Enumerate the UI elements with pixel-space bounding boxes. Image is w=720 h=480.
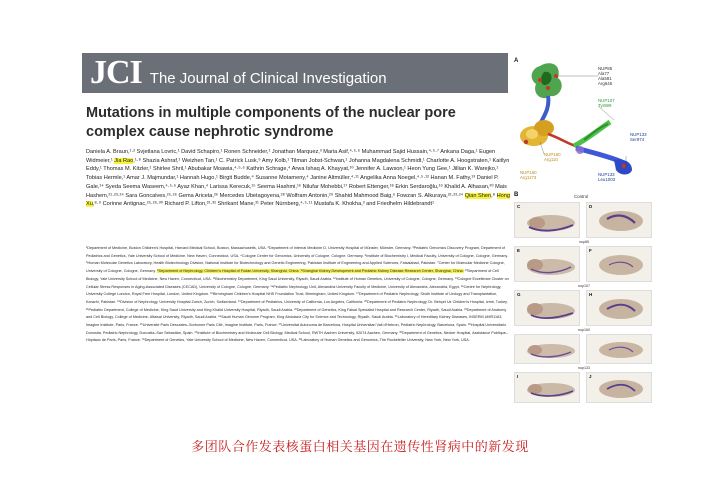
text-segment: ,⁸ [491, 192, 497, 199]
text-segment: Amy Kolb,¹ Tilman Jobst-Schwan,¹ Johanna Magdalena Schmidt,¹ Charlotte A. Hoogstraten,¹ Kaitlyn Eddy,¹ Thomas M. Kitzler,¹ [86, 157, 510, 173]
embryo-tag: I [517, 374, 519, 379]
embryo-panel-row4-right [586, 334, 652, 364]
ala77: Ala77 [598, 71, 610, 76]
panel-label-a: A [514, 58, 519, 64]
row-caption-2: nup107 [578, 284, 590, 288]
journal-header [82, 53, 508, 93]
author-list [86, 148, 512, 209]
embryo-tag: H [589, 292, 593, 297]
embryo-image [515, 203, 580, 238]
embryo-image [515, 291, 580, 326]
ala581: Ala581 [598, 76, 612, 81]
embryo-panel-f [586, 246, 652, 282]
embryo-panel-i [514, 372, 580, 403]
text-segment: Muhammad Sajid Hussain,⁴·⁵·⁷ Ankana Daga,¹ Eugen Widmeier,¹ [86, 149, 496, 164]
text-segment: Shirlee Shril,¹ Abubakar Moawia,⁴·⁵·⁶ Kathrin Schrage,⁴ Arwa Ishaq A. Khayyat,¹⁰ Jennifer A. Lawson,¹ Heon Yung Gee,¹ [152, 166, 453, 173]
embryo-grid [514, 200, 654, 403]
text-segment: ,⁸·⁹ Corinne Antignac,²⁵·²⁶·³⁰ Richard P. Lifton,³¹·³² Shrikant Mane,³¹ Peter Nürnberg,⁴·⁵·¹¹ Mustafa K. Khokha,³ [92, 201, 367, 208]
embryo-panel-c [514, 202, 580, 238]
embryo-panel-g [514, 290, 580, 326]
highlighted-text: Qian Shen [464, 192, 492, 199]
embryo-image [587, 247, 652, 282]
embryo-tag: D [589, 204, 593, 209]
text-segment: and Friedhelm Hildebrandt¹ [366, 201, 434, 208]
text-segment: ¹Department of Medicine, Boston Children's Hospital, Harvard Medical School, Boston, Massachusetts, USA. ²Department of Internal Medicine D, University Hospital of Münster, Münster, Germany. ³Pediatric Genomics Discovery Program, Department of Pediatrics and Genetics, Yale University School of Medicine, New Haven, Connecticut, USA. ⁴Cologne Center for Genomics, University of Cologne, Cologne, Germany. ⁵Institute of Biochemistry I, Medical Faculty, University of Cologne, Cologne, Germany. ⁶Human Molecular Genetics Laboratory, Health Biotechnology Division, National Institute for Biotechnology and Genetic Engineering, Pakistan Institute of Engineering and Applied Sciences, Faisalabad, Pakistan. ⁷Center for Molecular Medicine Cologne, University of Cologne, Cologne, Germany. [86, 246, 508, 274]
article-title-line-1: Mutations in multiple components of the nuclear pore [86, 105, 456, 121]
arg645: Arg645 [598, 81, 613, 86]
embryo-image [587, 373, 652, 403]
embryo-tag: C [517, 204, 521, 209]
nup133-name-b: NUP133 [598, 172, 615, 177]
nup133-name-a: NUP133 [630, 132, 647, 137]
text-segment: ¹⁰Department of Cell Biology, Yale University School of Medicine, New Haven, Connecticut, USA. ¹¹Biochemistry Department, King Saud University, Riyadh, Saudi Arabia. ¹²Institute of Human Genetics, University of Cologne, Cologne, Germany. ¹³Cologne Excellence Cluster on Cellular Stress Responses in Aging-Associated Diseases (CECAD), University of Cologne, Cologne, Germany. ¹⁴Pediatric Nephrology Unit, Alexandria University Faculty of Medicine, University of Alexandria, Alexandria, Egypt. ¹⁵Centre for Nephrology, University College London, Royal Free Hospital, London, United Kingdom. ¹⁶Birmingham Children's Hospital NHS Foundation Trust, Birmingham, United Kingdom. ¹⁷Department of Pediatric Nephrology, Sindh Institute of Urology and Transplantation, Karachi, Pakistan. ¹⁸Division of Nephrology, University Hospital Zurich, Zurich, Switzerland. ¹⁹Department of Pediatrics, University of California, Los Angeles, California. ²⁰Department of Pediatric Nephrology, Dr. Behçet Uz Children's Hospital, Izmir, Turkey. ²¹Pediatric Department, College of Medicine, King Saud University and King Khalid University Hospital, Riyadh, Saudi Arabia. ²²Department of Genetics, King Faisal Specialist Hospital and Research Center, Riyadh, Saudi Arabia. ²³Department of Anatomy and Cell Biology, College of Medicine, Alfaisal University, Riyadh, Saudi Arabia. ²⁴Saudi Human Genome Program, King Abdulaziz City for Science and Technology, Riyadh, Saudi Arabia. ²⁵Laboratory of Hereditary Kidney Diseases, INSERM UMR1163, Imagine Institute, Paris, France. ²⁶Université Paris Descartes–Sorbonne Paris Cité, Imagine Institute, Paris, France. ²⁷Universitat Autonoma de Barcelona, Hospital Universitari Vall d'Hebron, Pediatric Nephrology, Barcelona, Spain. ²⁸Hospital Universitario Donostia, Pediatric Nephrology, Donostia–San Sebastián, Spain. ²⁹Institute of Biochemistry and Molecular Cell Biology, Medical School, RWTH Aachen University, 52074 Aachen, Germany. ³⁰Department of Genetics, Necker Hospital, Assistance Publique–Hôpitaux de Paris, Paris, France. ³¹Department of Genetics, Yale University School of Medicine, New Haven, Connecticut, USA. ³²Laboratory of Human Genetics and Genomics, The Rockefeller University, New York, New York, USA. [86, 269, 509, 343]
row-caption-3: nup160 [578, 328, 590, 332]
control-label: Control [574, 194, 589, 199]
nup107-name: NUP107 [598, 98, 615, 103]
embryo-panel-d [586, 202, 652, 238]
label-nup160-b [520, 170, 537, 180]
nup107-structure [574, 122, 610, 146]
affiliation-list [86, 245, 512, 345]
row-caption-4: nup133 [578, 366, 590, 370]
article-title [86, 104, 506, 142]
embryo-image [587, 203, 652, 238]
panel-label-b: B [514, 192, 519, 198]
embryo-image [587, 335, 652, 364]
embryo-image [515, 247, 580, 282]
embryo-panel-e [514, 246, 580, 282]
tyr889: Tyr889 [598, 103, 612, 108]
highlighted-text: Jia Rao [114, 157, 134, 164]
arg110: Arg110 [544, 157, 558, 162]
nup133-structure [576, 148, 632, 175]
text-segment: Jillian K. Warejko,¹ Tobias Hermle,¹ Amar J. Majmundar,¹ Hannah Hugo,¹ Birgit Budde,⁴ Susanne Motameny,⁴ Janine Altmüller,⁴·¹¹ [86, 166, 499, 182]
embryo-tag: G [517, 292, 521, 297]
embryo-panel-h [586, 290, 652, 326]
label-nup160-a [544, 152, 561, 162]
embryo-tag: J [589, 374, 592, 379]
chinese-caption: 多团队合作发表核蛋白相关基因在遗传性肾病中的新发现 [191, 440, 529, 455]
row-caption-1: nup85 [579, 240, 589, 244]
highlighted-text: ⁸Department of Nephrology, Children's Hospital of Fudan University, Shanghai, China. ⁹Shanghai Kidney Development and Pediatric Kidney Disease Research Center, Shanghai, China. [157, 269, 464, 274]
embryo-image [515, 373, 580, 403]
label-nup133-a [630, 132, 647, 142]
journal-logo: JCI [90, 54, 142, 91]
nup85-structure [532, 63, 562, 98]
article-title-line-2: complex cause nephrotic syndrome [86, 124, 334, 140]
embryo-panel-j [586, 372, 652, 403]
label-nup133-b [598, 172, 615, 182]
text-segment: Daniela A. Braun,¹·² Svjetlana Lovric,¹ David Schapiro,¹ Ronen Schneider,¹ Jonathan Marquez,³ Maria Asif,⁴·⁵·⁶ [86, 149, 362, 155]
ser974: Ser974 [630, 137, 645, 142]
label-nup107 [598, 98, 615, 108]
text-segment: Angelika Anna Noegel,⁴·⁵·¹² Hanan M. Fathy,¹³ Daniel P. Gale,¹⁴ Syeda Seema Waseem,⁴·⁵·⁶ Ayaz Khan,⁴ Larissa Kerecuk,¹⁵ [86, 175, 499, 190]
embryo-panel-row4-left [514, 334, 580, 364]
embryo-tag: F [589, 248, 592, 253]
text-segment: Sara Goncalves,²⁵·²⁶ Gema Ariceta,²⁶ Mercedes Ubetagoyena,²⁸ Wolfram Antonin,²⁹ Shahid Mahmood Baig,⁶ Fowzan S. Alkuraya,²²·²³·²⁴ [125, 192, 465, 199]
nup160-name-a: NUP160 [544, 152, 561, 157]
text-segment: Seema Hashmi,¹⁶ Nilufar Mohebbi,¹⁷ Robert Ettenger,¹⁸ Erkin Serdaroğlu,¹⁹ Khalid A. Alhasan,²⁰ Mais Hashem,²¹·²³·²⁴ [86, 183, 507, 199]
journal-name: The Journal of Clinical Investigation [149, 69, 387, 87]
leu1003: Leu1003 [598, 177, 616, 182]
figure-panel [514, 58, 654, 403]
embryo-image [515, 335, 580, 364]
embryo-image [587, 291, 652, 326]
nup85-name: NUP85 [598, 66, 613, 71]
embryo-tag: E [517, 248, 521, 253]
nup160-name-b: NUP160 [520, 170, 537, 175]
arg1173: Arg1173 [520, 175, 537, 180]
text-segment: ,¹·⁸ Shazia Ashraf,¹ Weizhen Tan,¹ C. Patrick Lusk,⁹ [133, 157, 262, 164]
highlighted-text: Hong Xu [86, 192, 510, 208]
label-nup85 [598, 66, 612, 86]
